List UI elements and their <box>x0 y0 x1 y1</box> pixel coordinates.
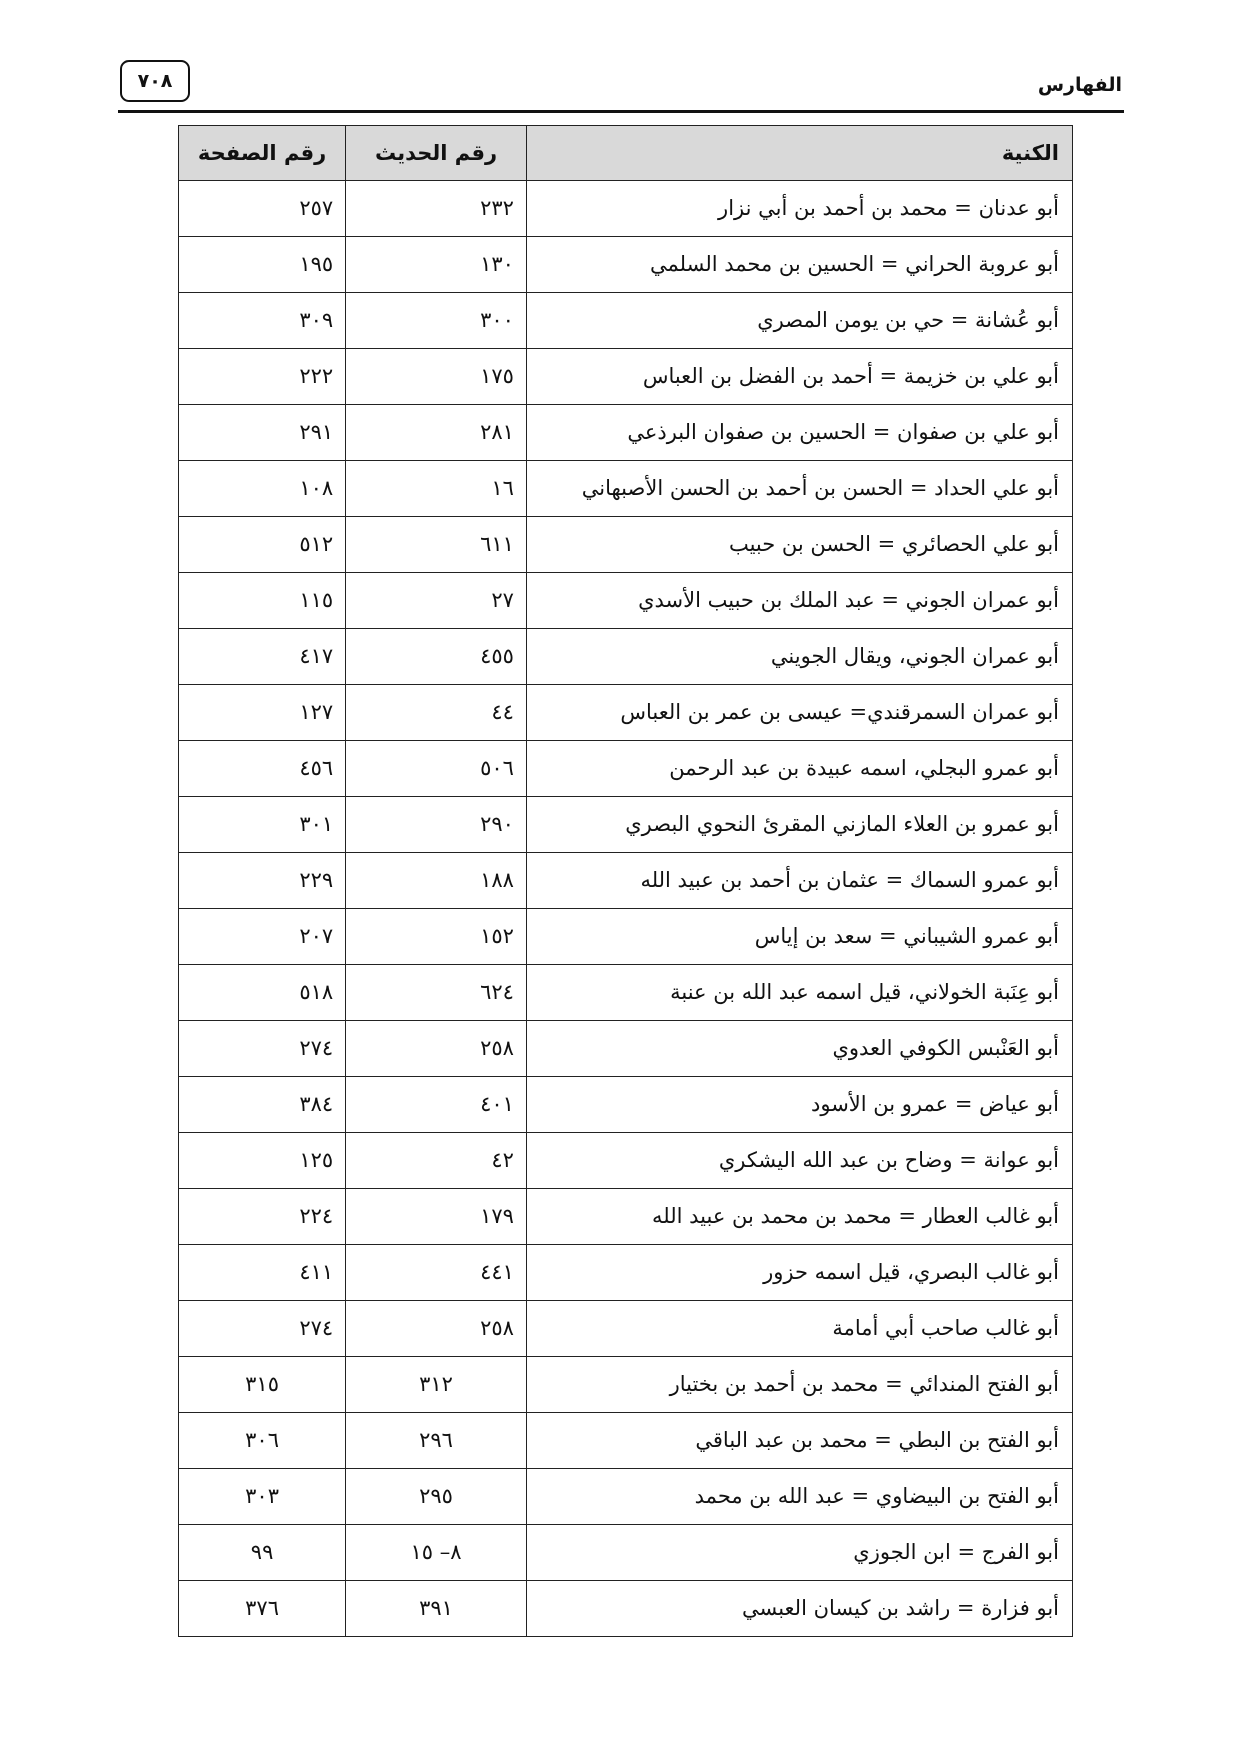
page-number-cell: ٢٧٤ <box>179 1021 346 1077</box>
table-header-row <box>179 126 1073 181</box>
kunya-cell: أبو عوانة = وضاح بن عبد الله اليشكري <box>526 1133 1072 1189</box>
hadith-number-cell: ٦١١ <box>346 517 527 573</box>
hadith-number-cell: ٤٤١ <box>346 1245 527 1301</box>
hadith-number-cell: ٣٩١ <box>346 1581 527 1637</box>
page-number-cell: ١٩٥ <box>179 237 346 293</box>
table-row <box>179 461 1073 517</box>
kunya-cell: أبو علي الحداد = الحسن بن أحمد بن الحسن الأصبهاني <box>526 461 1072 517</box>
table-row <box>179 1189 1073 1245</box>
page-number-cell: ٢٢٤ <box>179 1189 346 1245</box>
page-number-cell: ٢٠٧ <box>179 909 346 965</box>
table-row <box>179 405 1073 461</box>
table-row <box>179 797 1073 853</box>
table-row <box>179 293 1073 349</box>
table-row <box>179 1525 1073 1581</box>
hadith-number-cell: ١٦ <box>346 461 527 517</box>
table-row <box>179 909 1073 965</box>
hadith-number-cell: ٢٩٠ <box>346 797 527 853</box>
page-number: ٧٠٨ <box>120 60 190 102</box>
page-number-cell: ٣٨٤ <box>179 1077 346 1133</box>
page-number-cell: ٢٥٧ <box>179 181 346 237</box>
kunya-cell: أبو غالب صاحب أبي أمامة <box>526 1301 1072 1357</box>
hadith-number-cell: ٢٨١ <box>346 405 527 461</box>
kunya-cell: أبو عمران السمرقندي= عيسى بن عمر بن العباس <box>526 685 1072 741</box>
page-number-cell: ٣١٥ <box>179 1357 346 1413</box>
page-number-cell: ٢٧٤ <box>179 1301 346 1357</box>
page-number-cell: ٩٩ <box>179 1525 346 1581</box>
kunya-cell: أبو عمرو الشيباني = سعد بن إياس <box>526 909 1072 965</box>
page-number-cell: ٣٠٣ <box>179 1469 346 1525</box>
column-header-page-number: رقم الصفحة <box>179 126 346 181</box>
kunya-cell: أبو علي بن صفوان = الحسين بن صفوان البرذعي <box>526 405 1072 461</box>
page-number-cell: ٣٠٦ <box>179 1413 346 1469</box>
kunya-cell: أبو غالب البصري، قيل اسمه حزور <box>526 1245 1072 1301</box>
page-number-cell: ٤١١ <box>179 1245 346 1301</box>
table-row <box>179 349 1073 405</box>
page-number-cell: ٣٧٦ <box>179 1581 346 1637</box>
table-row <box>179 1301 1073 1357</box>
page-number-cell: ٤١٧ <box>179 629 346 685</box>
kunya-cell: أبو عدنان = محمد بن أحمد بن أبي نزار <box>526 181 1072 237</box>
kunya-cell: أبو فزارة = راشد بن كيسان العبسي <box>526 1581 1072 1637</box>
table-row <box>179 181 1073 237</box>
table-row <box>179 685 1073 741</box>
kunya-index-table <box>178 125 1073 1637</box>
column-header-kunya: الكنية <box>526 126 1072 181</box>
kunya-cell: أبو عِنَبة الخولاني، قيل اسمه عبد الله بن عنبة <box>526 965 1072 1021</box>
kunya-cell: أبو غالب العطار = محمد بن محمد بن عبيد الله <box>526 1189 1072 1245</box>
kunya-cell: أبو الفتح المندائي = محمد بن أحمد بن بختيار <box>526 1357 1072 1413</box>
table-row <box>179 573 1073 629</box>
table-row <box>179 1581 1073 1637</box>
hadith-number-cell: ٢٧ <box>346 573 527 629</box>
hadith-number-cell: ١٥٢ <box>346 909 527 965</box>
hadith-number-cell: ٢٥٨ <box>346 1021 527 1077</box>
table-row <box>179 1469 1073 1525</box>
hadith-number-cell: ٨– ١٥ <box>346 1525 527 1581</box>
table-row <box>179 1357 1073 1413</box>
page-number-cell: ٣٠١ <box>179 797 346 853</box>
page-number-cell: ٣٠٩ <box>179 293 346 349</box>
hadith-number-cell: ٢٣٢ <box>346 181 527 237</box>
hadith-number-cell: ٤٢ <box>346 1133 527 1189</box>
page-number-cell: ١٢٥ <box>179 1133 346 1189</box>
table-row <box>179 1245 1073 1301</box>
page-number-cell: ٥١٢ <box>179 517 346 573</box>
column-header-hadith-number: رقم الحديث <box>346 126 527 181</box>
hadith-number-cell: ١٣٠ <box>346 237 527 293</box>
table-row <box>179 1077 1073 1133</box>
hadith-number-cell: ٤٤ <box>346 685 527 741</box>
hadith-number-cell: ٢٩٥ <box>346 1469 527 1525</box>
hadith-number-cell: ٣١٢ <box>346 1357 527 1413</box>
table-row <box>179 1133 1073 1189</box>
table-body <box>179 181 1073 1637</box>
table-row <box>179 1413 1073 1469</box>
kunya-cell: أبو علي الحصائري = الحسن بن حبيب <box>526 517 1072 573</box>
table-row <box>179 965 1073 1021</box>
table-row <box>179 741 1073 797</box>
table-row <box>179 629 1073 685</box>
kunya-cell: أبو علي بن خزيمة = أحمد بن الفضل بن العباس <box>526 349 1072 405</box>
hadith-number-cell: ٤٠١ <box>346 1077 527 1133</box>
kunya-cell: أبو عمران الجوني، ويقال الجويني <box>526 629 1072 685</box>
kunya-cell: أبو عروبة الحراني = الحسين بن محمد السلمي <box>526 237 1072 293</box>
hadith-number-cell: ٢٥٨ <box>346 1301 527 1357</box>
hadith-number-cell: ١٨٨ <box>346 853 527 909</box>
hadith-number-cell: ٣٠٠ <box>346 293 527 349</box>
table-row <box>179 1021 1073 1077</box>
hadith-number-cell: ١٧٥ <box>346 349 527 405</box>
table-row <box>179 853 1073 909</box>
kunya-cell: أبو الفتح بن البيضاوي = عبد الله بن محمد <box>526 1469 1072 1525</box>
page-number-cell: ٢٩١ <box>179 405 346 461</box>
page-number-cell: ٤٥٦ <box>179 741 346 797</box>
kunya-cell: أبو عمرو بن العلاء المازني المقرئ النحوي البصري <box>526 797 1072 853</box>
hadith-number-cell: ٤٥٥ <box>346 629 527 685</box>
kunya-cell: أبو العَنْبس الكوفي العدوي <box>526 1021 1072 1077</box>
hadith-number-cell: ١٧٩ <box>346 1189 527 1245</box>
hadith-number-cell: ٢٩٦ <box>346 1413 527 1469</box>
section-title: الفهارس <box>1037 74 1122 96</box>
page-number-cell: ٢٢٢ <box>179 349 346 405</box>
kunya-cell: أبو الفتح بن البطي = محمد بن عبد الباقي <box>526 1413 1072 1469</box>
page-number-cell: ٢٢٩ <box>179 853 346 909</box>
page-number-cell: ١٠٨ <box>179 461 346 517</box>
table-row <box>179 517 1073 573</box>
kunya-cell: أبو عمرو السماك = عثمان بن أحمد بن عبيد الله <box>526 853 1072 909</box>
page-number-cell: ١١٥ <box>179 573 346 629</box>
page-number-cell: ٥١٨ <box>179 965 346 1021</box>
hadith-number-cell: ٦٢٤ <box>346 965 527 1021</box>
hadith-number-cell: ٥٠٦ <box>346 741 527 797</box>
kunya-cell: أبو الفرج = ابن الجوزي <box>526 1525 1072 1581</box>
kunya-cell: أبو عمران الجوني = عبد الملك بن حبيب الأسدي <box>526 573 1072 629</box>
table-row <box>179 237 1073 293</box>
header-divider <box>118 110 1124 113</box>
kunya-cell: أبو عمرو البجلي، اسمه عبيدة بن عبد الرحمن <box>526 741 1072 797</box>
page-number-cell: ١٢٧ <box>179 685 346 741</box>
kunya-cell: أبو عُشانة = حي بن يومن المصري <box>526 293 1072 349</box>
kunya-cell: أبو عياض = عمرو بن الأسود <box>526 1077 1072 1133</box>
